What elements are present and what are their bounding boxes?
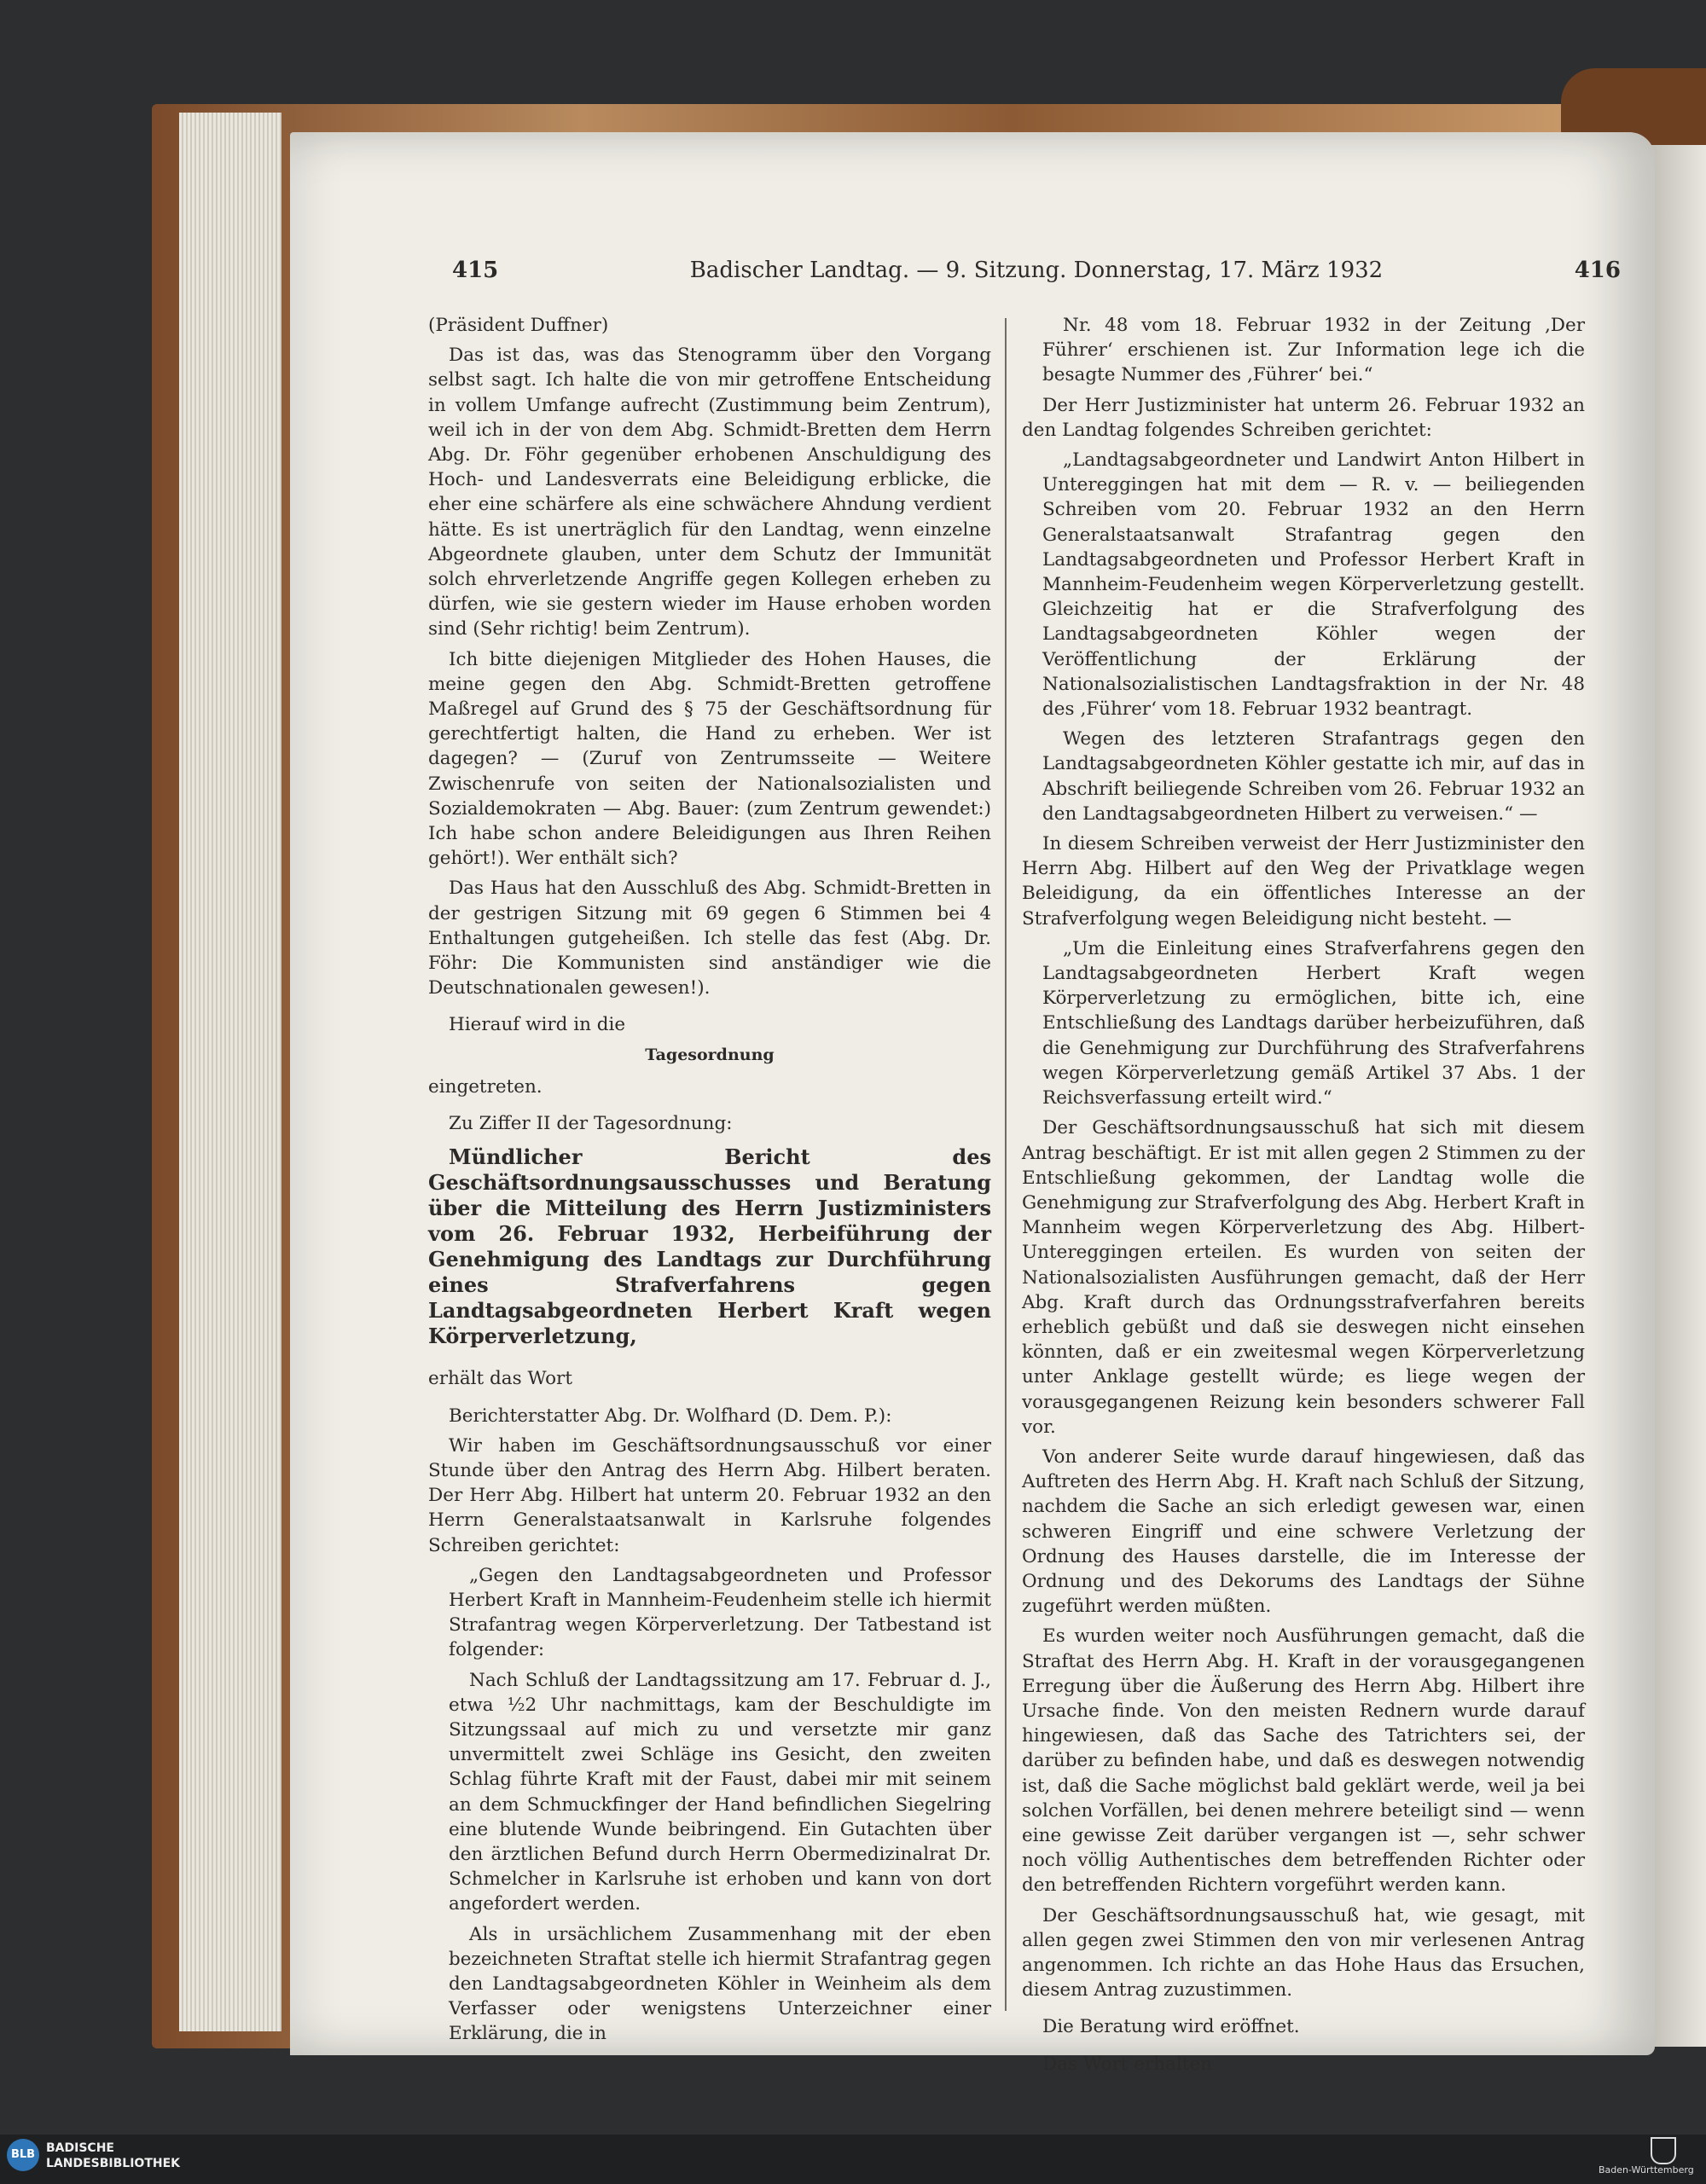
quoted-paragraph: „Landtagsabgeordneter und Landwirt Anton Hilbert in Untereggingen hat mit dem — R. v. — beiliegenden Schreiben vom 20. Februar 1932 an den Herrn Generalstaatsanwalt Strafantrag gegen den Landtagsabgeordneten und Professor Herbert Kraft in Mannheim-Feudenheim wegen Körperverletzung gestellt. Gleichzeitig hat er die Strafverfolgung des Landtagsabgeordneten Köhler wegen der Veröffentlichung der Erklärung der Nationalsozialistischen Landtagsfraktion in der Nr. 48 des ‚Führer‘ vom 18. Februar 1932 beantragt. xyxy=(1042,449,1585,721)
state-label: Baden-Württemberg xyxy=(1599,2164,1694,2175)
paragraph: erhält das Wort xyxy=(428,1368,572,1390)
paragraph: Zu Ziffer II der Tagesordnung: xyxy=(449,1113,733,1135)
quoted-paragraph: Wegen des letzteren Strafantrags gegen den Landtagsabgeordneten Köhler gestatte ich mir, auf das in Abschrift beiliegende Schreiben vom 26. Februar 1932 an den Landtagsabgeordneten Hilbert zu verweisen.“ — xyxy=(1042,728,1585,825)
paragraph: Der Herr Justizminister hat unterm 26. Februar 1932 an den Landtag folgendes Schreiben gerichtet: xyxy=(1022,394,1585,441)
paragraph: Wir haben im Geschäftsordnungsausschuß vor einer Stunde über den Antrag des Herrn Abg. Hilbert beraten. Der Herr Abg. Hilbert hat unterm 20. Februar 1932 an den Herrn Generalstaatsanwalt in Karlsruhe folgendes Schreiben gerichtet: xyxy=(428,1434,991,1556)
quoted-paragraph: Nach Schluß der Landtagssitzung am 17. Februar d. J., etwa ½2 Uhr nachmittags, kam der Beschuldigte im Sitzungssaal auf mich zu und versetzte mir ganz unvermittelt zwei Schläge ins Gesicht, den zweiten Schlag führte Kraft mit der Faust, dabei mir mit seinem an dem Schmuckfinger der Hand befindlichen Siegelring eine blutende Wunde beibringend. Ein Gutachten über den ärztlichen Befund durch Herrn Obermedizinalrat Dr. Schmelcher in Karlsruhe ist erhoben und kann von dort angefordert werden. xyxy=(449,1669,991,1915)
next-page-edge xyxy=(1646,145,1706,2047)
left-column xyxy=(428,313,991,2052)
library-footer-bar xyxy=(0,2135,1706,2184)
paragraph: Die Beratung wird eröffnet. xyxy=(1042,2016,1300,2038)
paragraph: Hierauf wird in die xyxy=(449,1014,626,1036)
library-name-line2: LANDESBIBLIOTHEK xyxy=(46,2157,181,2170)
running-title: Badischer Landtag. — 9. Sitzung. Donnerstag, 17. März 1932 xyxy=(689,258,1384,283)
library-name xyxy=(46,2141,180,2171)
agenda-heading: Mündlicher Bericht des Geschäftsordnungsausschusses und Beratung über die Mitteilung des Herrn Justizministers vom 26. Februar 1932, Herbeiführung der Genehmigung des Landtags zur Durchführung eines Strafverfahrens gegen Landtagsabgeordneten Herbert Kraft wegen Körperverletzung, xyxy=(428,1144,991,1349)
quoted-paragraph: Als in ursächlichem Zusammenhang mit der eben bezeichneten Straftat stelle ich hiermit Strafantrag gegen den Landtagsabgeordneten Köhler in Weinheim als dem Verfasser oder wenigstens Unterzeichner einer Erklärung, die in xyxy=(449,1923,991,2045)
library-name-line1: BADISCHE xyxy=(46,2141,114,2155)
section-title: Tagesordnung xyxy=(645,1045,775,1064)
paragraph: Es wurden weiter noch Ausführungen gemacht, daß die Straftat des Herrn Abg. H. Kraft in der vorausgegangenen Erregung über die Äußerung des Herrn Abg. Hilbert ihre Ursache finde. Von den meisten Rednern wurde darauf hingewiesen, daß das Sache des Tatrichters sei, der darüber zu befinden habe, und daß es deswegen notwendig ist, daß die Sache möglichst bald geklärt werde, weil ja bei solchen Vorfällen, bei denen mehrere beteiligt sind — wenn eine gewisse Zeit darüber vergangen ist —, sehr schwer noch völlig Authentisches dem betreffenden Richter oder den betreffenden Richtern vorgeführt werden kann. xyxy=(1022,1625,1585,1897)
page-number-left: 415 xyxy=(452,258,499,283)
quoted-paragraph: „Gegen den Landtagsabgeordneten und Professor Herbert Kraft in Mannheim-Feudenheim stelle ich hiermit Strafantrag wegen Körperverletzung. Der Tatbestand ist folgender: xyxy=(449,1564,991,1661)
paragraph: Das Haus hat den Ausschluß des Abg. Schmidt-Bretten in der gestrigen Sitzung mit 69 gegen 6 Stimmen bei 4 Enthaltungen gutgeheißen. Ich stelle das fest (Abg. Dr. Föhr: Die Kommunisten sind anständiger wie die Deutschnationalen gewesen!). xyxy=(428,878,991,999)
page-number-right: 416 xyxy=(1574,258,1621,283)
paragraph: Der Geschäftsordnungsausschuß hat sich mit diesem Antrag beschäftigt. Er ist mit allen gegen 2 Stimmen zu der Entschließung gekommen, der Landtag wolle die Genehmigung zur Strafverfolgung des Abg. Herbert Kraft in Mannheim wegen Körperverletzung des Abg. Hilbert-Untereggingen erteilen. Es wurden von seiten der Nationalsozialisten Ausführungen gemacht, daß der Herr Abg. Kraft durch das Ordnungsstrafverfahren bereits erheblich gebüßt und daß sie deswegen nicht einsehen könnten, daß er ein zweitesmal wegen Körperverletzung unter Anklage gestellt würde; es liege wegen der vorausgegangenen Reizung kein besonders schwerer Fall vor. xyxy=(1022,1117,1585,1438)
paragraph: Das Wort erhalten xyxy=(1042,2053,1213,2075)
paragraph: In diesem Schreiben verweist der Herr Justizminister den Herrn Abg. Hilbert auf den Weg der Privatklage wegen Beleidigung, da ein öffentliches Interesse an der Strafverfolgung wegen Beleidigung nicht besteht. — xyxy=(1022,833,1585,930)
right-column xyxy=(1022,313,1585,2082)
column-divider xyxy=(1005,318,1007,2011)
paragraph: Ich bitte diejenigen Mitglieder des Hohen Hauses, die meine gegen den Abg. Schmidt-Bretten getroffene Maßregel auf Grund des § 75 der Geschäftsordnung für gerechtfertigt halten, die Hand zu erheben. Wer ist dagegen? — (Zuruf von Zentrumsseite — Weitere Zwischenrufe von seiten der Nationalsozialisten und Sozialdemokraten — Abg. Bauer: (zum Zentrum gewendet:) Ich habe schon andere Beleidigungen aus Ihren Reihen gehört!). Wer enthält sich? xyxy=(428,648,991,870)
page-edges xyxy=(179,113,281,2031)
paragraph: Von anderer Seite wurde darauf hingewiesen, daß das Auftreten des Herrn Abg. H. Kraft nach Schluß der Sitzung, nachdem die Sache an sich erledigt gewesen war, einen schweren Eingriff und eine schwere Verletzung der Ordnung des Hauses darstelle, die im Interesse der Ordnung und des Dekorums des Landtags der Sühne zugeführt werden müßten. xyxy=(1022,1445,1585,1618)
paragraph: eingetreten. xyxy=(428,1075,543,1098)
book-page xyxy=(290,132,1655,2075)
state-crest-icon xyxy=(1651,2137,1676,2164)
speaker-label: Berichterstatter Abg. Dr. Wolfhard (D. Dem. P.): xyxy=(449,1405,892,1427)
quoted-paragraph: Nr. 48 vom 18. Februar 1932 in der Zeitung ‚Der Führer‘ erschienen ist. Zur Information lege ich die besagte Nummer des ‚Führer‘ bei.“ xyxy=(1042,315,1585,386)
paragraph: Das ist das, was das Stenogramm über den Vorgang selbst sagt. Ich halte die von mir getroffene Entscheidung in vollem Umfange aufrecht (Zustimmung beim Zentrum), weil ich in der von dem Abg. Schmidt-Bretten dem Herrn Abg. Dr. Föhr gegenüber erhobenen Anschuldigung des Hoch- und Landesverrats eine Beleidigung erblicke, die eher eine schärfere als eine schwächere Ahndung verdient hätte. Es ist unerträglich für den Landtag, wenn einzelne Abgeordnete glauben, unter dem Schutz der Immunität solch ehrverletzende Angriffe gegen Kollegen erheben zu dürfen, wie sie gestern wieder im Hause erhoben worden sind (Sehr richtig! beim Zentrum). xyxy=(428,345,991,640)
speaker-label: (Präsident Duffner) xyxy=(428,315,609,336)
blb-logo: BLB xyxy=(7,2139,39,2171)
page-header xyxy=(452,258,1621,292)
paragraph: Der Geschäftsordnungsausschuß hat, wie gesagt, mit allen gegen zwei Stimmen den von mir verlesenen Antrag angenommen. Ich richte an das Hohe Haus das Ersuchen, diesem Antrag zuzustimmen. xyxy=(1022,1904,1585,2002)
quoted-paragraph: „Um die Einleitung eines Strafverfahrens gegen den Landtagsabgeordneten Herbert Kraft wegen Körperverletzung zu ermöglichen, bitte ich, eine Entschließung des Landtags darüber herbeizuführen, daß die Genehmigung zur Durchführung des Strafverfahrens wegen Körperverletzung gemäß Artikel 37 Abs. 1 der Reichsverfassung erteilt wird.“ xyxy=(1042,937,1585,1109)
